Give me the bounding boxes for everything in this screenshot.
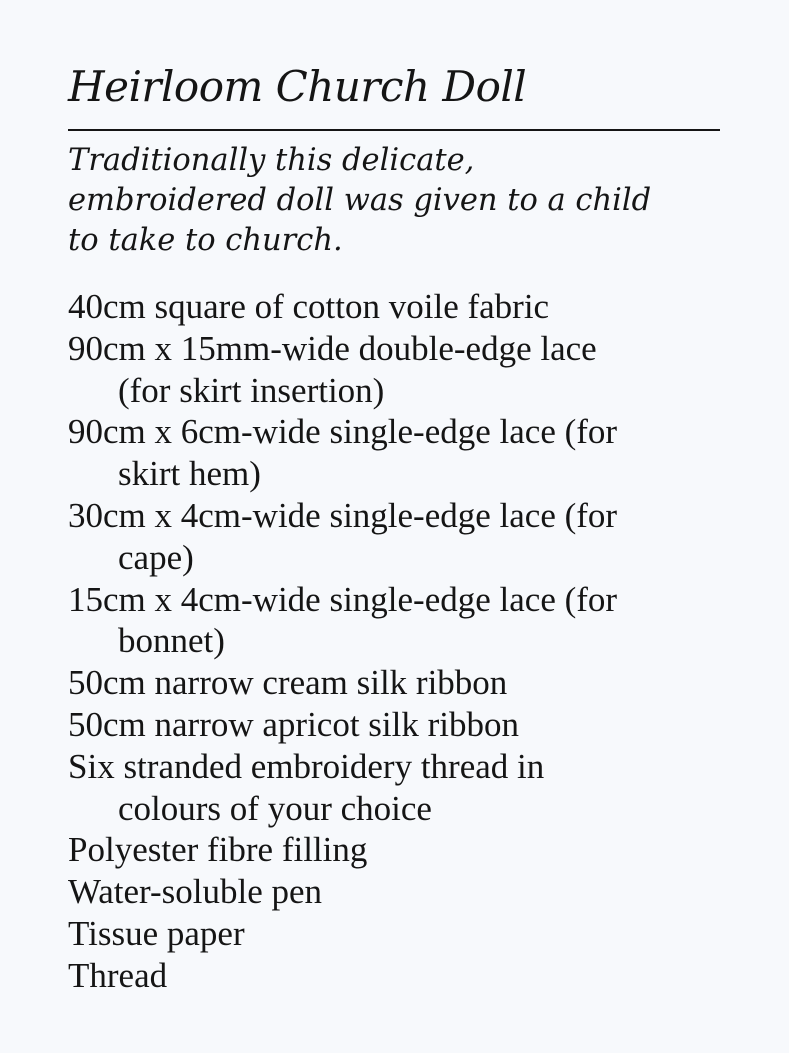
material-item-continuation: (for skirt insertion) — [118, 370, 385, 410]
page-title: Heirloom Church Doll — [68, 62, 527, 111]
material-item-text: 15cm x 4cm-wide single-edge lace (for — [68, 579, 618, 619]
material-item-continuation: skirt hem) — [118, 454, 261, 494]
title-underline — [68, 129, 720, 131]
material-item-text: 40cm square of cotton voile fabric — [68, 287, 550, 326]
material-item-text: Water-soluble pen — [68, 872, 323, 912]
material-item-text: Thread — [68, 955, 168, 995]
material-item-continuation: colours of your choice — [118, 788, 432, 828]
material-item-text: 90cm x 15mm-wide double-edge lace — [68, 328, 597, 368]
material-item-text: Polyester fibre filling — [68, 830, 368, 870]
material-item-text: 30cm x 4cm-wide single-edge lace (for — [68, 495, 618, 535]
material-item — [68, 579, 768, 663]
material-item-text: Six stranded embroidery thread in — [68, 746, 545, 786]
material-item — [68, 704, 768, 746]
material-item — [68, 913, 768, 955]
material-item — [68, 746, 768, 830]
material-item-continuation: cape) — [118, 537, 194, 577]
material-item — [68, 662, 768, 704]
materials-list — [68, 286, 768, 997]
material-item — [68, 328, 768, 412]
material-item — [68, 411, 768, 495]
material-item — [68, 286, 768, 328]
material-item — [68, 955, 768, 997]
material-item-text: 50cm narrow apricot silk ribbon — [68, 704, 520, 744]
material-item-text: 50cm narrow cream silk ribbon — [68, 663, 508, 703]
material-item-text: 90cm x 6cm-wide single-edge lace (for — [68, 412, 618, 452]
intro-line: embroidered doll was given to a child — [68, 183, 652, 218]
material-item — [68, 495, 768, 579]
intro-line: Traditionally this delicate, — [68, 143, 475, 178]
material-item — [68, 871, 768, 913]
material-item-continuation: bonnet) — [118, 621, 225, 661]
intro-paragraph — [68, 141, 728, 261]
material-item-text: Tissue paper — [68, 913, 245, 953]
intro-line: to take to church. — [68, 223, 343, 258]
material-item — [68, 829, 768, 871]
